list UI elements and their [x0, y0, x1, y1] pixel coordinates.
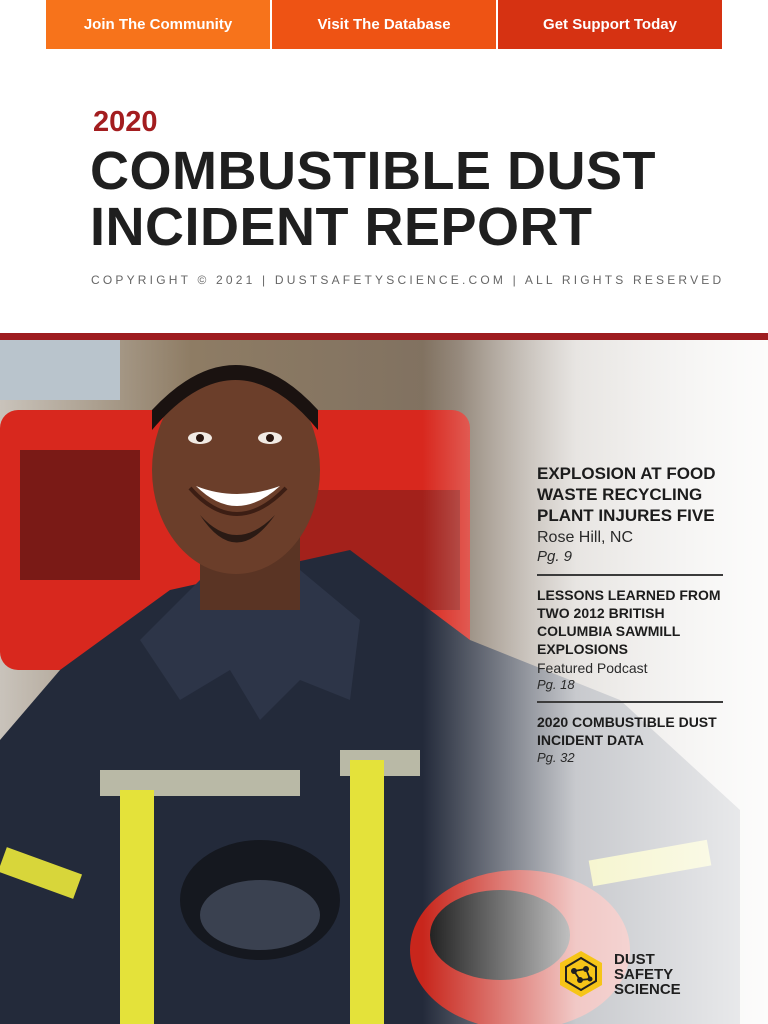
title-line-1: COMBUSTIBLE DUST [90, 141, 656, 201]
dust-safety-science-logo[interactable] [556, 948, 716, 1000]
header-divider [0, 333, 768, 340]
story-divider [537, 701, 723, 703]
copyright-line: COPYRIGHT © 2021 | DUSTSAFETYSCIENCE.COM | ALL RIGHTS RESERVED [91, 273, 725, 287]
hexagon-molecule-icon [556, 949, 606, 999]
top-nav [46, 0, 722, 49]
story-2-subtitle: Featured Podcast [537, 660, 648, 676]
logo-word-3: SCIENCE [614, 980, 681, 998]
story-2-page: Pg. 18 [537, 677, 575, 692]
get-support-button[interactable]: Get Support Today [498, 0, 722, 49]
report-title [90, 143, 750, 255]
visit-database-button[interactable]: Visit The Database [272, 0, 496, 49]
story-1[interactable] [537, 463, 723, 565]
logo-wordmark [614, 952, 681, 997]
story-1-location: Rose Hill, NC [537, 529, 634, 546]
logo-word-1: DUST [614, 950, 655, 968]
logo-word-2: SAFETY [614, 965, 674, 983]
story-divider [537, 574, 723, 576]
join-community-button[interactable]: Join The Community [46, 0, 270, 49]
story-1-headline: EXPLOSION AT FOOD WASTE RECYCLING PLANT INJURES FIVE [537, 464, 716, 525]
story-3[interactable] [537, 713, 723, 765]
story-3-page: Pg. 32 [537, 750, 575, 765]
story-3-headline: 2020 COMBUSTIBLE DUST INCIDENT DATA [537, 714, 717, 748]
title-line-2: INCIDENT REPORT [90, 197, 593, 257]
featured-stories [537, 463, 723, 765]
story-1-page: Pg. 9 [537, 548, 573, 565]
story-2-headline: LESSONS LEARNED FROM TWO 2012 BRITISH COLUMBIA SAWMILL EXPLOSIONS [537, 587, 721, 657]
story-2[interactable] [537, 586, 723, 692]
report-year: 2020 [93, 106, 158, 138]
